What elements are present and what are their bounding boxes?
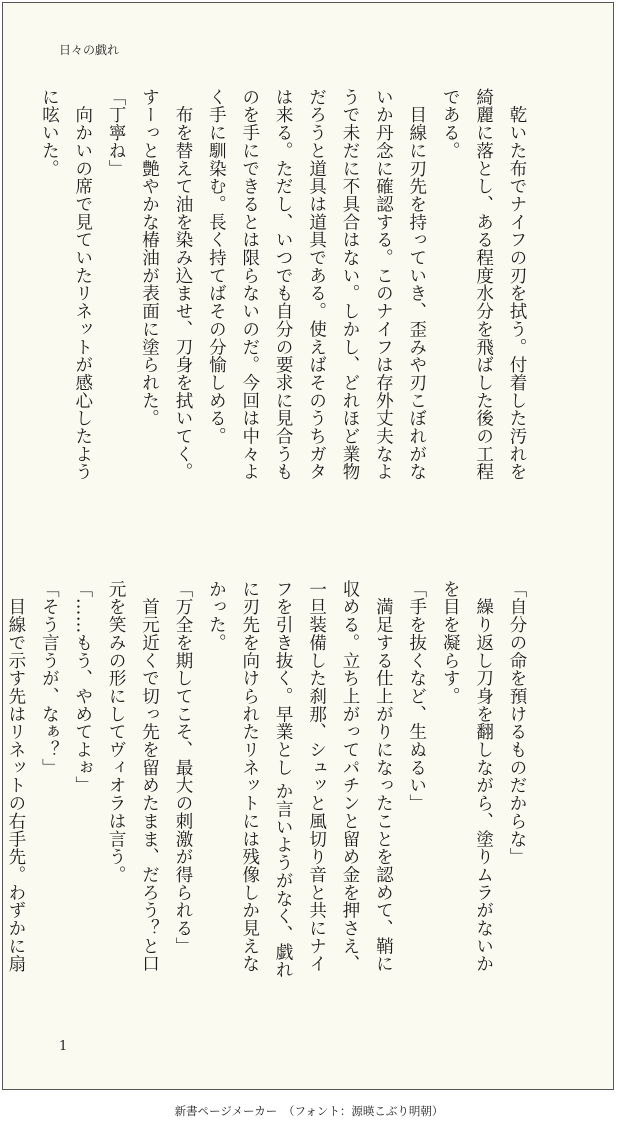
text-line: 「自分の命を預けるものだからな」 [507,580,527,866]
text-line: 満足する仕上がりになったことを認めて、鞘に [373,580,394,973]
text-line: いか丹念に確認する。このナイフは存外丈夫なよ [373,88,394,481]
text-line: 綺麗に落とし、ある程度水分を飛ばした後の工程 [473,88,494,481]
text-line: 「手を抜くなど、生ぬるい」 [406,580,427,813]
text-line: のを手にできるとは限らないのだ。今回は中々よ [239,88,260,481]
text-line: うで未だに不具合はない。しかし、どれほど業物 [339,88,360,481]
text-block-lower [0,580,533,1020]
text-line: 首元近くで切っ先を留めたまま、だろう？と口 [139,580,160,973]
text-line: 「万全を期してこそ、最大の刺激が得られる」 [172,580,193,955]
text-line: 向かいの席で見ていたリネットが感心したよう [72,88,93,481]
text-line: は来る。ただし、いつでも自分の要求に見合うも [273,88,294,481]
footer-credit: 新書ページメーカー （フォント：源暎こぶり明朝） [174,1104,444,1118]
text-line: 「そう言うが、なぁ？」 [39,580,60,777]
page-sheet [2,2,614,1090]
text-line: 「丁寧ね」 [106,88,127,178]
text-line: 布を替えて油を染み込ませ、刀身を拭いてく。 [172,88,193,481]
text-line: だろうと道具は道具である。使えばそのうちガタ [306,88,327,481]
text-line: 元を笑みの形にしてヴィオラは言う。 [106,580,127,884]
text-line: 目線で示す先はリネットの右手先。わずかに扇 [5,580,26,973]
text-line: かった。 [206,580,227,652]
text-line: フを引き抜く。早業とし か言いようがなく、戯れ [273,580,294,979]
text-block-upper [32,88,533,528]
text-line: く手に馴染む。長く持てばその分愉しめる。 [206,88,227,445]
text-line: に呟いた。 [39,88,60,178]
page-number: 1 [59,1039,68,1054]
text-line: に刃先を向けられたリネットには残像しか見えな [239,580,260,973]
text-line: 「……もう、やめてよぉ」 [72,580,93,795]
text-line: 目線に刃先を持っていき、歪みや刃こぼれがな [406,88,427,481]
running-title: 日々の戯れ [59,43,120,57]
text-line: 一旦装備した刹那、シュッと風切り音と共にナイ [306,580,327,973]
text-line: すーっと艶やかな椿油が表面に塗られた。 [139,88,160,428]
text-line: である。 [440,88,461,160]
text-line: 乾いた布でナイフの刃を拭う。付着した汚れを [507,88,527,481]
text-line: を目を凝らす。 [440,580,461,705]
text-line: 繰り返し刀身を翻しながら、塗りムラがないか [473,580,494,973]
text-line: 収める。立ち上がってパチンと留め金を押さえ、 [339,580,360,973]
